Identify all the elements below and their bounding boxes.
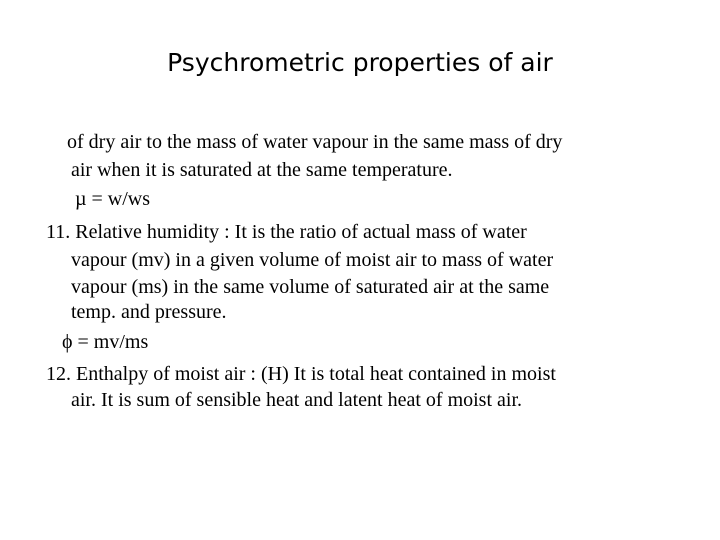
formula-line: µ = w/ws xyxy=(75,188,151,210)
body-line: vapour (ms) in the same volume of saturated air at the same xyxy=(71,276,550,298)
formula-line: ϕ = mv/ms xyxy=(62,331,149,353)
body-line: air. It is sum of sensible heat and latent heat of moist air. xyxy=(71,389,523,411)
slide-title: Psychrometric properties of air xyxy=(167,48,553,77)
body-line: temp. and pressure. xyxy=(71,301,227,323)
body-line: 12. Enthalpy of moist air : (H) It is total heat contained in moist xyxy=(46,363,556,385)
body-line: of dry air to the mass of water vapour in the same mass of dry xyxy=(67,131,563,153)
body-line: vapour (mv) in a given volume of moist air to mass of water xyxy=(71,249,554,271)
body-line: air when it is saturated at the same temperature. xyxy=(71,159,453,181)
body-line: 11. Relative humidity : It is the ratio of actual mass of water xyxy=(46,221,527,243)
